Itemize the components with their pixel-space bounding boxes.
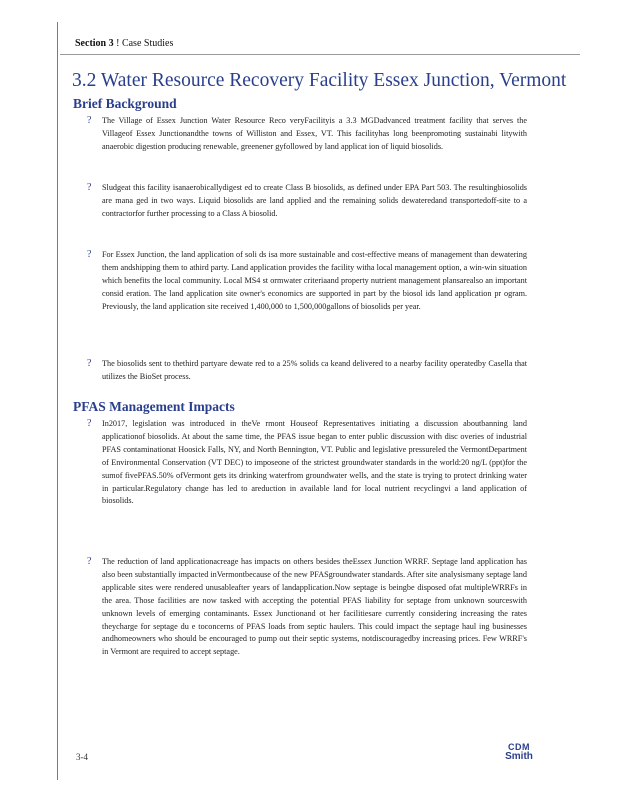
bullet-text: The reduction of land applicationacreage has impacts on others besides theEssex Junction WRRF. Septage land application has also been substantially impacted inVermontbecause of the new PFASgroundwater standards. After site analysismany septage land applicable sites were rendered unusableafter years of landapplication.Now septage is beingbe disposed ofat multipleWRRFs in the area. Those facilities are now tasked with accepting the potential PFAS liability for septage from unknown sourceswith unknown levels of emerging contaminants. Essex Junctionand ot her facilitiesare currently considering increasing the rates theycharge for septage du e toconcerns of PFAS loads from septic haulers. This could impact the septage haul ing businesses andhomeowners who should be encouraged to pump out their septic systems, notdiscouragedby increasing prices. Few WRRF's in Vermont are required to accept septage.: [102, 557, 527, 657]
list-item: [87, 249, 527, 314]
bullet-text: The biosolids sent to thethird partyare dewate red to a 25% solids ca keand delivered to a nearby facility operatedby Casella that utilizes the BioSet process.: [102, 359, 527, 381]
list-item: [87, 182, 527, 221]
section-heading-pfas: PFAS Management Impacts: [73, 399, 235, 414]
bullet-text: For Essex Junction, the land application of soli ds isa more sustainable and cost-effective means of management than dewatering them andshipping them to athird party. Land application provides the facility witha local management option, a win-win situation which benefits the local community. Local MS4 st ormwater criteriaand property nutrient management plansarealso an important consid eration. The land application site owner's economics are supported in part by the biosol ids land application pr ogram. Previously, the land application site received 1,400,000 to 1,500,000gallons of biosolids per year.: [102, 250, 527, 311]
logo-line1: CDM: [508, 742, 530, 752]
header-section: Section 3: [75, 38, 114, 49]
bullet-text: The Village of Essex Junction Water Resource Reco veryFacilityis a 3.3 MGDadvanced treatment facility that serves the Villageof Essex Junctionandthe towns of Williston and Essex, VT. This facilityhas long beenpromoting sustainabi litywith anaerobic digestion producing renewable, greenener gyfollowed by land applicat ion of liquid biosolids.: [102, 116, 527, 151]
list-item: [87, 418, 527, 508]
header-rule: [60, 54, 580, 55]
bullet-text: In2017, legislation was introduced in theVe rmont Houseof Representatives initiating a discussion aboutbanning land applicationof biosolids. At about the same time, the PFAS issue began to enter public discussion with disc overies of industrial PFAS contaminationat Hoosick Falls, NY, and North Bennington, VT. Public and legislative pressureled the VermontDepartment of Environmental Conservation (VT DEC) to imposeone of the strictest groundwater standards in the world:20 ng/L (ppt)for the sumof fivePFAS.50% ofVermont gets its drinking waterfrom groundwater wells, and the state is trying to protect drinking water in particular.Regulatory change has led to areduction in available land for local nutrient recyclingvi a land application of biosolids.: [102, 419, 527, 506]
bullet-marker: ?: [87, 249, 92, 260]
bullet-marker: ?: [87, 358, 92, 369]
list-item: [87, 556, 527, 659]
bullet-marker: ?: [87, 418, 92, 429]
header-subtitle: Case Studies: [121, 38, 174, 49]
bullet-text: Sludgeat this facility isanaerobicallydigest ed to create Class B biosolids, as defined under EPA Part 503. The resultingbiosolids are mana ged in two ways. Liquid biosolids are land applied and the remaining solids dewateredand transportedoff-site to a contractorfor further processing to a Class A biosolid.: [102, 183, 527, 218]
list-item: [87, 115, 527, 154]
logo-line2: Smith: [505, 751, 533, 762]
page-number: 3-4: [76, 752, 88, 762]
bullet-marker: ?: [87, 556, 92, 567]
section-heading-background: Brief Background: [73, 96, 177, 111]
bullet-marker: ?: [87, 115, 92, 126]
list-item: [87, 358, 527, 384]
left-margin-rule: [57, 22, 58, 780]
company-logo: [499, 742, 539, 762]
bullet-marker: ?: [87, 182, 92, 193]
header-separator: !: [116, 38, 120, 49]
running-header: [75, 38, 173, 49]
page-title: 3.2 Water Resource Recovery Facility Essex Junction, Vermont: [72, 70, 567, 91]
